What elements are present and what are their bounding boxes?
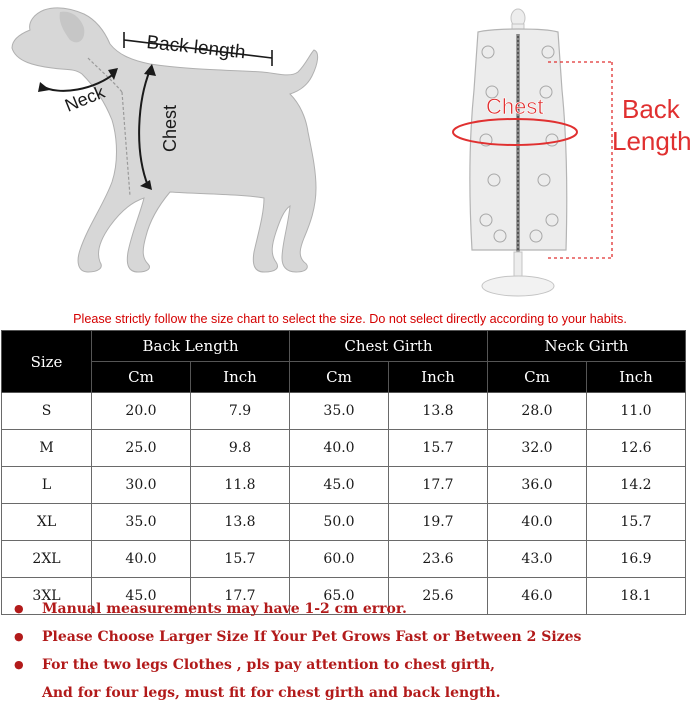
table-cell: 40.0 — [488, 504, 587, 541]
table-cell: 32.0 — [488, 430, 587, 467]
neck-label: Neck — [62, 81, 108, 116]
table-row — [2, 393, 686, 430]
table-cell: 23.6 — [389, 541, 488, 578]
coat-chest-label: Chest — [486, 94, 544, 119]
chest-label: Chest — [160, 104, 180, 152]
note-item — [14, 679, 694, 707]
size-cell: 3XL — [2, 578, 92, 615]
unit-header: Inch — [587, 362, 686, 393]
note-item — [14, 651, 694, 679]
table-cell: 15.7 — [191, 541, 290, 578]
size-warning: Please strictly follow the size chart to select the size. Do not select directly according to your habits. — [73, 312, 627, 326]
size-cell: M — [2, 430, 92, 467]
note-item — [14, 595, 694, 623]
table-cell: 35.0 — [92, 504, 191, 541]
table-cell: 7.9 — [191, 393, 290, 430]
coat-length-label: Length — [612, 126, 692, 156]
note-text: Manual measurements may have 1-2 cm error. — [42, 601, 407, 617]
table-cell: 30.0 — [92, 467, 191, 504]
bullet-icon: ● — [14, 658, 24, 671]
table-row — [2, 467, 686, 504]
table-cell: 28.0 — [488, 393, 587, 430]
table-cell: 9.8 — [191, 430, 290, 467]
table-cell: 14.2 — [587, 467, 686, 504]
table-cell: 19.7 — [389, 504, 488, 541]
bullet-icon: ● — [14, 602, 24, 615]
note-text: For the two legs Clothes , pls pay attention to chest girth, — [42, 657, 496, 673]
note-item — [14, 623, 694, 651]
table-cell: 20.0 — [92, 393, 191, 430]
unit-header: Inch — [389, 362, 488, 393]
table-row — [2, 541, 686, 578]
table-cell: 25.6 — [389, 578, 488, 615]
table-cell: 11.8 — [191, 467, 290, 504]
note-text: And for four legs, must fit for chest girth and back length. — [42, 685, 501, 701]
unit-header: Cm — [290, 362, 389, 393]
unit-header: Cm — [488, 362, 587, 393]
size-cell: L — [2, 467, 92, 504]
table-row — [2, 504, 686, 541]
back-length-header: Back Length — [92, 331, 290, 362]
table-cell: 45.0 — [290, 467, 389, 504]
size-chart-table — [1, 330, 686, 615]
table-cell: 11.0 — [587, 393, 686, 430]
table-cell: 12.6 — [587, 430, 686, 467]
table-cell: 17.7 — [389, 467, 488, 504]
neck-girth-header: Neck Girth — [488, 331, 686, 362]
unit-header: Cm — [92, 362, 191, 393]
table-cell: 45.0 — [92, 578, 191, 615]
table-cell: 36.0 — [488, 467, 587, 504]
table-cell: 50.0 — [290, 504, 389, 541]
illustration — [0, 0, 700, 305]
table-cell: 16.9 — [587, 541, 686, 578]
size-cell: XL — [2, 504, 92, 541]
table-cell: 25.0 — [92, 430, 191, 467]
coat-back-label: Back — [622, 94, 680, 124]
note-text: Please Choose Larger Size If Your Pet Grows Fast or Between 2 Sizes — [42, 629, 582, 645]
table-cell: 18.1 — [587, 578, 686, 615]
back-length-label: Back length — [145, 32, 247, 64]
chest-girth-header: Chest Girth — [290, 331, 488, 362]
notes-list — [14, 595, 694, 707]
table-cell: 35.0 — [290, 393, 389, 430]
table-row — [2, 430, 686, 467]
size-cell: S — [2, 393, 92, 430]
table-cell: 40.0 — [290, 430, 389, 467]
table-cell: 43.0 — [488, 541, 587, 578]
size-cell: 2XL — [2, 541, 92, 578]
table-cell: 60.0 — [290, 541, 389, 578]
table-cell: 17.7 — [191, 578, 290, 615]
table-cell: 13.8 — [389, 393, 488, 430]
table-cell: 40.0 — [92, 541, 191, 578]
table-cell: 65.0 — [290, 578, 389, 615]
size-header: Size — [2, 331, 92, 393]
unit-header: Inch — [191, 362, 290, 393]
table-cell: 13.8 — [191, 504, 290, 541]
bullet-icon: ● — [14, 630, 24, 643]
table-cell: 46.0 — [488, 578, 587, 615]
table-cell: 15.7 — [587, 504, 686, 541]
coat-on-mannequin — [470, 9, 567, 296]
table-cell: 15.7 — [389, 430, 488, 467]
